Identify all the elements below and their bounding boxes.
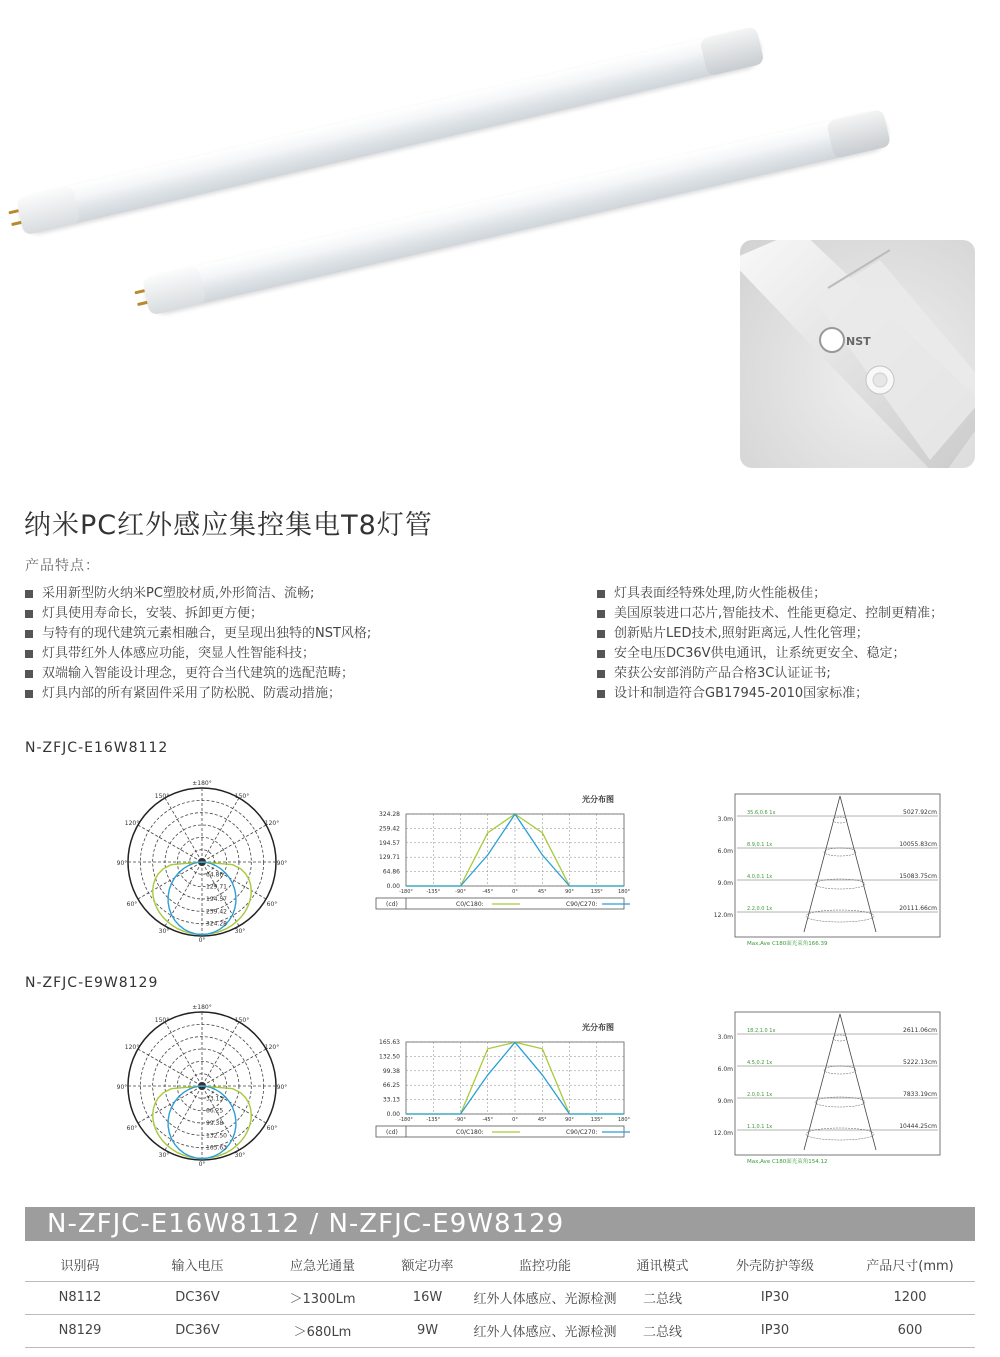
- model-label: N-ZFJC-E9W8129: [25, 975, 159, 991]
- cone-lux: 18.2,1.0 1x: [747, 1028, 776, 1034]
- cone-diameter: 7833.19cm: [903, 1091, 937, 1098]
- col-header: 输入电压: [135, 1248, 260, 1281]
- spec-table: [25, 1248, 975, 1348]
- cone-lux: 4.5,0.2 1x: [747, 1060, 773, 1066]
- polar-angle-label: 60°: [266, 1125, 278, 1132]
- polar-angle-label: 120°: [124, 1044, 140, 1051]
- table-cell: 红外人体感应、光源检测: [470, 1281, 620, 1314]
- polar-angle-label: ±180°: [192, 1004, 212, 1011]
- cone-distance: 3.0m: [717, 1034, 733, 1041]
- polar-angle-label: 150°: [154, 1017, 170, 1024]
- features-heading: 产品特点：: [25, 558, 100, 574]
- chart-x-tick: 0°: [512, 889, 518, 895]
- feature-item: 灯具内部的所有紧固件采用了防松脱、防震动措施；: [25, 684, 585, 704]
- feature-item: 灯具表面经特殊处理,防火性能极佳；: [597, 584, 997, 604]
- chart-y-tick: 165.63: [379, 1039, 400, 1046]
- table-cell: N8129: [25, 1314, 135, 1347]
- chart-x-tick: 180°: [617, 889, 630, 895]
- chart-x-tick: -90°: [455, 889, 466, 895]
- table-cell: 16W: [385, 1281, 470, 1314]
- table-cell: ＞680Lm: [260, 1314, 385, 1347]
- table-cell: IP30: [705, 1314, 845, 1347]
- table-cell: 二总线: [620, 1281, 705, 1314]
- feature-item: 灯具使用寿命长，安装、拆卸更方便；: [25, 604, 585, 624]
- polar-angle-label: 150°: [154, 793, 170, 800]
- cone-lux: 1.1,0.1 1x: [747, 1124, 773, 1130]
- polar-radial-label: 324.28: [206, 920, 227, 928]
- cone-distance: 6.0m: [717, 1066, 733, 1073]
- nst-logo-icon: [820, 328, 844, 352]
- chart-x-tick: -45°: [482, 889, 494, 895]
- chart-x-tick: -180°: [399, 1117, 413, 1123]
- chart-y-tick: 66.25: [382, 1082, 400, 1090]
- cone-diameter: 10444.25cm: [899, 1123, 937, 1130]
- col-header: 监控功能: [470, 1248, 620, 1281]
- chart-x-tick: 180°: [617, 1117, 630, 1123]
- tube-endcap-left: [142, 266, 207, 316]
- cone-lux: 35.6,0.6 1x: [747, 810, 776, 816]
- cone-distance: 12.0m: [713, 1130, 733, 1137]
- polar-diagram-1: [110, 778, 300, 948]
- spec-header-row: [25, 1248, 975, 1281]
- cone-distance: 12.0m: [713, 912, 733, 919]
- chart-y-tick: 129.71: [379, 854, 400, 862]
- chart-legend-label: C0/C180:: [456, 901, 484, 908]
- spec-banner: N-ZFJC-E16W8112 / N-ZFJC-E9W8129: [25, 1207, 975, 1241]
- table-cell: 1200: [845, 1281, 975, 1314]
- polar-radial-label: 132.50: [206, 1132, 227, 1140]
- polar-radial-label: 259.42: [206, 908, 227, 916]
- col-header: 产品尺寸(mm): [845, 1248, 975, 1281]
- feature-item: 与特有的现代建筑元素相融合，更呈现出独特的NST风格;: [25, 624, 585, 644]
- feature-item: 设计和制造符合GB17945-2010国家标准；: [597, 684, 997, 704]
- chart-legend-label: C90/C270:: [566, 901, 598, 908]
- chart-unit: (cd): [386, 901, 398, 908]
- chart-y-tick: 259.42: [379, 825, 400, 833]
- cone-distance: 6.0m: [717, 848, 733, 855]
- feature-item: 创新贴片LED技术,照射距离远,人性化管理；: [597, 624, 997, 644]
- chart-title: 光分布图: [582, 795, 614, 804]
- polar-angle-label: 60°: [126, 901, 138, 908]
- polar-angle-label: 30°: [158, 1152, 170, 1159]
- chart-x-tick: 45°: [537, 889, 547, 895]
- tube-sensor-cap: [826, 109, 891, 159]
- chart-y-tick: 0.00: [386, 883, 400, 890]
- table-cell: DC36V: [135, 1314, 260, 1347]
- table-row: [25, 1314, 975, 1347]
- chart-x-tick: -45°: [482, 1117, 494, 1123]
- chart-x-tick: -90°: [455, 1117, 466, 1123]
- chart-y-tick: 0.00: [386, 1111, 400, 1118]
- cone-diameter: 20111.66cm: [899, 905, 937, 912]
- features-list-right: [597, 584, 997, 704]
- features-list-left: [25, 584, 585, 704]
- illuminance-cone-2: [705, 1008, 945, 1178]
- chart-x-tick: -180°: [399, 889, 413, 895]
- cone-lux: 8.9,0.1 1x: [747, 842, 773, 848]
- chart-unit: (cd): [386, 1129, 398, 1136]
- polar-angle-label: ±180°: [192, 780, 212, 787]
- feature-item: 荣获公安部消防产品合格3C认证证书;: [597, 664, 997, 684]
- polar-angle-label: 90°: [116, 860, 128, 867]
- table-cell: 600: [845, 1314, 975, 1347]
- col-header: 外壳防护等级: [705, 1248, 845, 1281]
- polar-angle-label: 120°: [264, 1044, 280, 1051]
- polar-angle-label: 150°: [234, 1017, 250, 1024]
- product-title: 纳米PC红外感应集控集电T8灯管: [24, 510, 433, 541]
- chart-legend-label: C90/C270:: [566, 1129, 598, 1136]
- cone-diameter: 15083.75cm: [899, 873, 937, 880]
- chart-x-tick: -135°: [426, 1117, 441, 1123]
- chart-x-tick: 90°: [565, 1117, 574, 1123]
- polar-angle-label: 120°: [264, 820, 280, 827]
- cone-distance: 3.0m: [717, 816, 733, 823]
- chart-x-tick: 45°: [537, 1117, 547, 1123]
- chart-y-tick: 64.86: [382, 868, 400, 876]
- chart-y-tick: 33.13: [382, 1096, 400, 1104]
- polar-angle-label: 120°: [124, 820, 140, 827]
- light-distribution-chart-2: [370, 1018, 630, 1153]
- chart-y-tick: 132.50: [379, 1053, 400, 1061]
- polar-angle-label: 90°: [116, 1084, 128, 1091]
- polar-radial-label: 129.71: [206, 883, 227, 891]
- feature-item: 美国原装进口芯片,智能技术、性能更稳定、控制更精准；: [597, 604, 997, 624]
- chart-title: 光分布图: [582, 1023, 614, 1032]
- table-cell: N8112: [25, 1281, 135, 1314]
- cone-diameter: 5027.92cm: [903, 809, 937, 816]
- polar-angle-label: 0°: [198, 937, 206, 944]
- polar-angle-label: 60°: [126, 1125, 138, 1132]
- chart-y-tick: 324.28: [379, 811, 400, 818]
- cone-diameter: 10055.83cm: [899, 841, 937, 848]
- chart-x-tick: 135°: [590, 1117, 603, 1123]
- polar-radial-label: 64.86: [206, 871, 224, 879]
- tube-sensor-cap: [699, 26, 764, 76]
- chart-y-tick: 194.57: [379, 839, 400, 847]
- polar-radial-label: 165.63: [206, 1144, 227, 1152]
- table-cell: 二总线: [620, 1314, 705, 1347]
- feature-item: 灯具带红外人体感应功能，突显人性智能科技；: [25, 644, 585, 664]
- table-cell: 红外人体感应、光源检测: [470, 1314, 620, 1347]
- polar-angle-label: 30°: [234, 928, 246, 935]
- polar-angle-label: 90°: [276, 1084, 288, 1091]
- cone-diameter: 5222.13cm: [903, 1059, 937, 1066]
- col-header: 识别码: [25, 1248, 135, 1281]
- feature-item: 双端输入智能设计理念，更符合当代建筑的选配范畴；: [25, 664, 585, 684]
- polar-angle-label: 0°: [198, 1161, 206, 1168]
- chart-y-tick: 99.38: [382, 1067, 400, 1075]
- brand-logo-text: NST: [846, 335, 871, 348]
- col-header: 应急光通量: [260, 1248, 385, 1281]
- polar-angle-label: 150°: [234, 793, 250, 800]
- cone-lux: 4.0,0.1 1x: [747, 874, 773, 880]
- polar-angle-label: 60°: [266, 901, 278, 908]
- chart-x-tick: 90°: [565, 889, 574, 895]
- cone-distance: 9.0m: [717, 1098, 733, 1105]
- feature-item: 安全电压DC36V供电通讯，让系统更安全、稳定；: [597, 644, 997, 664]
- polar-angle-label: 90°: [276, 860, 288, 867]
- polar-radial-label: 66.25: [206, 1107, 224, 1115]
- tube-endcap-left: [16, 185, 81, 235]
- chart-x-tick: 135°: [590, 889, 603, 895]
- tube-closeup-photo: [740, 240, 975, 468]
- light-distribution-chart-1: [370, 790, 630, 920]
- model-label: N-ZFJC-E16W8112: [25, 740, 169, 756]
- table-cell: IP30: [705, 1281, 845, 1314]
- illuminance-cone-1: [705, 790, 945, 960]
- cone-lux: 2.2,0.0 1x: [747, 906, 773, 912]
- polar-angle-label: 30°: [234, 1152, 246, 1159]
- table-row: [25, 1281, 975, 1314]
- chart-x-tick: 0°: [512, 1117, 518, 1123]
- cone-footer: Max,Ave C180面光束角154.12: [747, 1159, 828, 1165]
- polar-radial-label: 194.57: [206, 896, 227, 903]
- cone-footer: Max,Ave C180面光束角166.39: [747, 941, 828, 947]
- chart-x-tick: -135°: [426, 889, 441, 895]
- cone-distance: 9.0m: [717, 880, 733, 887]
- led-tube-image-1: [16, 26, 765, 235]
- chart-legend-label: C0/C180:: [456, 1129, 484, 1136]
- col-header: 额定功率: [385, 1248, 470, 1281]
- table-cell: DC36V: [135, 1281, 260, 1314]
- col-header: 通讯模式: [620, 1248, 705, 1281]
- cone-lux: 2.0,0.1 1x: [747, 1092, 773, 1098]
- polar-radial-label: 99.38: [206, 1120, 224, 1127]
- table-cell: 9W: [385, 1314, 470, 1347]
- table-cell: ＞1300Lm: [260, 1281, 385, 1314]
- feature-item: 采用新型防火纳米PC塑胶材质,外形简洁、流畅;: [25, 584, 585, 604]
- polar-angle-label: 30°: [158, 928, 170, 935]
- polar-radial-label: 33.13: [206, 1095, 224, 1103]
- cone-diameter: 2611.06cm: [903, 1027, 937, 1034]
- polar-diagram-2: [110, 1002, 300, 1172]
